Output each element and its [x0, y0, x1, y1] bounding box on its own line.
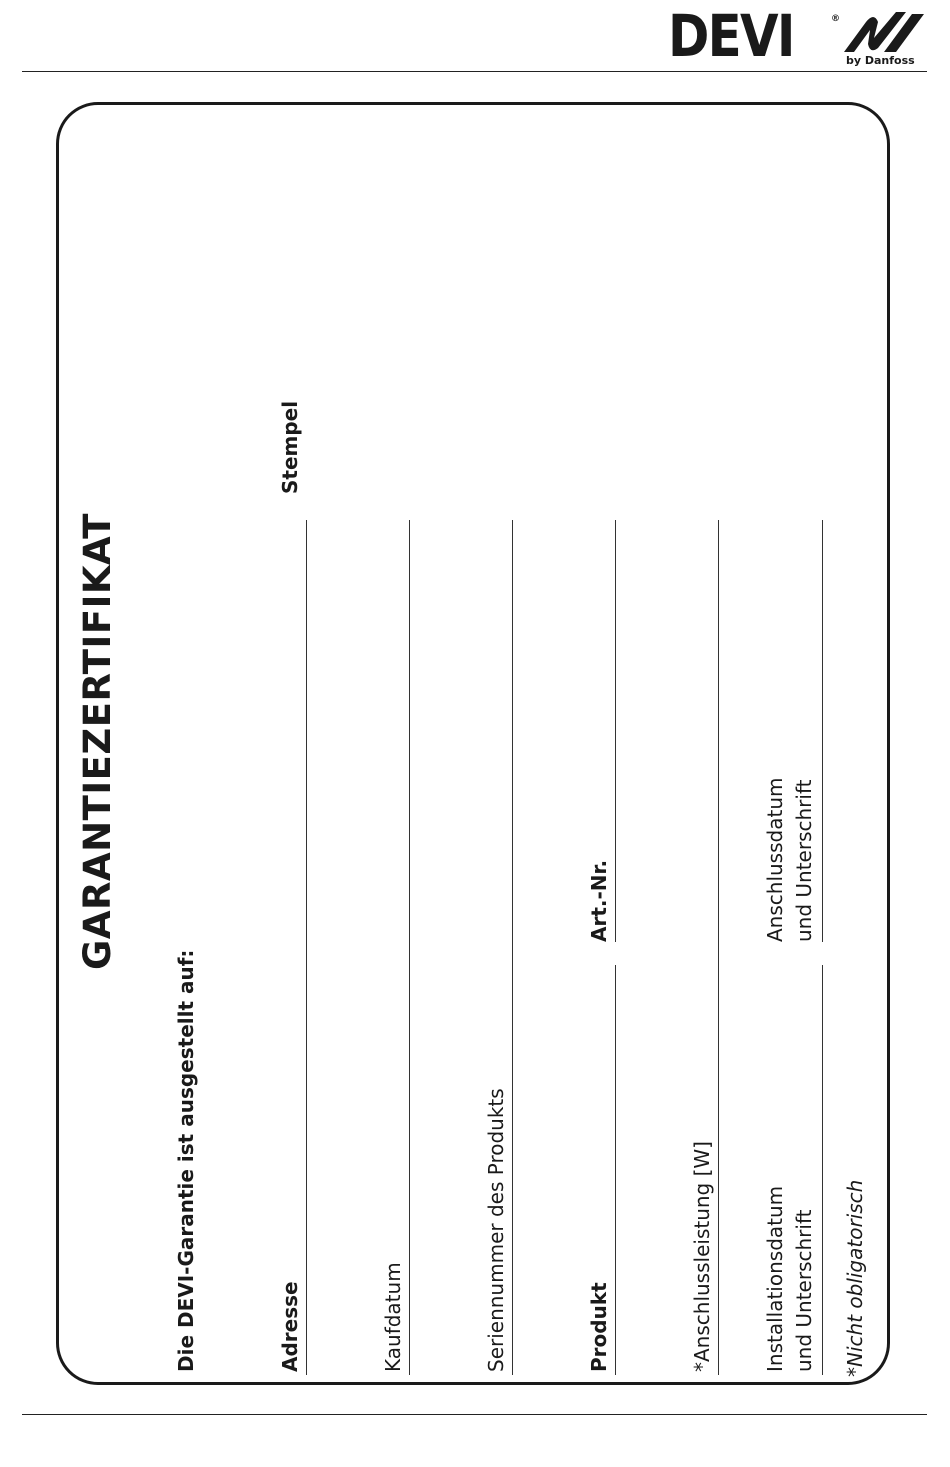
connection-label-line1: Anschlussdatum [763, 777, 787, 942]
footnote: *Nicht obligatorisch [843, 1179, 867, 1377]
address-line[interactable] [306, 520, 307, 1375]
registered-mark: ® [831, 14, 840, 24]
connection-line[interactable] [822, 520, 823, 942]
devi-logo [668, 2, 932, 70]
connection-label-line2: und Unterschrift [792, 779, 816, 942]
purchase-date-line[interactable] [409, 520, 410, 1375]
purchase-date-label: Kaufdatum [381, 1262, 405, 1372]
stamp-label: Stempel [278, 400, 302, 494]
serial-number-line[interactable] [512, 520, 513, 1375]
installation-label-line1: Installationsdatum [763, 1185, 787, 1372]
product-line[interactable] [615, 965, 616, 1375]
installation-line[interactable] [822, 965, 823, 1375]
by-danfoss: by Danfoss [846, 54, 915, 67]
intro-text: Die DEVI-Garantie ist ausgestellt auf: [174, 949, 198, 1372]
certificate-form [56, 102, 890, 1385]
power-label: *Anschlussleistung [W] [690, 1141, 714, 1372]
logo-wordmark: DEVI [668, 2, 794, 70]
installation-label-line2: und Unterschrift [792, 1209, 816, 1372]
article-number-line[interactable] [615, 520, 616, 942]
serial-number-label: Seriennummer des Produkts [484, 1088, 508, 1372]
bottom-rule [22, 1414, 927, 1415]
devi-swoosh-icon [840, 8, 926, 54]
address-label: Adresse [278, 1281, 302, 1372]
article-number-label: Art.-Nr. [587, 859, 611, 942]
product-label: Produkt [587, 1282, 611, 1372]
power-line[interactable] [718, 520, 719, 1375]
certificate-title: GARANTIEZERTIFIKAT [76, 512, 119, 970]
